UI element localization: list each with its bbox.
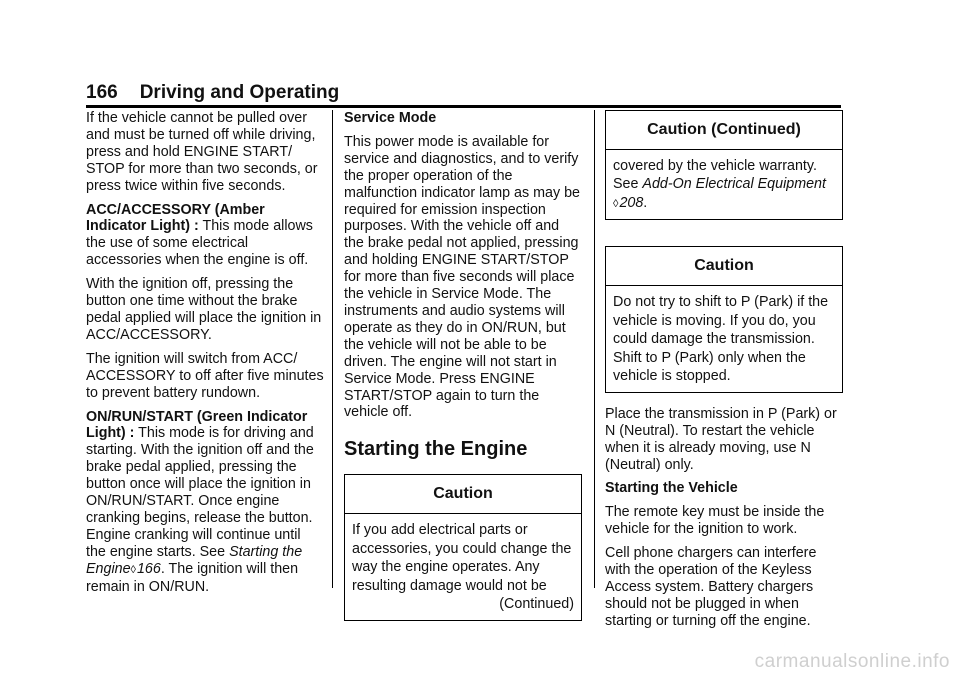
paragraph: The ignition will switch from ACC/ ACCESSORY to off after five minutes to prevent battery rundown. bbox=[86, 350, 324, 401]
caution-continued-text bbox=[613, 157, 835, 214]
run-mode-text: This mode is for driving and starting. With the ignition off and the brake pedal applied, pressing the button once will place the ignition in ON/RUN/START. Once engine cranking begins, release the button. Engine cranking will continue until the engine starts. See bbox=[86, 425, 314, 560]
column-1 bbox=[86, 110, 324, 602]
caution-continued-end: . bbox=[643, 194, 648, 211]
cross-reference-link[interactable]: Add-On Electrical Equipment bbox=[642, 176, 826, 193]
column-divider bbox=[594, 110, 595, 588]
paragraph: The remote key must be inside the vehicle for the ignition to work. bbox=[605, 504, 825, 538]
paragraph: If the vehicle cannot be pulled over and must be turned off while driving, press and hold ENGINE START/ STOP for more than two seconds, or press twice within five seconds. bbox=[86, 110, 318, 194]
cross-reference-link[interactable]: Starting the Engine bbox=[86, 543, 303, 577]
page-reference[interactable]: 166 bbox=[136, 560, 161, 577]
continued-label: (Continued) bbox=[499, 596, 574, 613]
caution-text: Do not try to shift to P (Park) if the vehicle is moving. If you do, you could damage the transmission. Shift to P (Park) only when the vehicle is stopped. bbox=[613, 294, 829, 385]
caution-continued-body bbox=[606, 150, 842, 220]
page-ref-arrow-icon: ◊ bbox=[130, 563, 136, 576]
section-title: Driving and Operating bbox=[139, 82, 340, 103]
service-mode-heading: Service Mode bbox=[344, 110, 437, 126]
caution-body bbox=[606, 286, 842, 392]
run-mode-term: ON/RUN/START (Green Indicator Light) : bbox=[86, 408, 308, 442]
page-ref-arrow-icon: ◊ bbox=[613, 197, 619, 210]
header-rule bbox=[86, 105, 841, 108]
column-divider bbox=[332, 110, 333, 588]
section-heading: Starting the Engine bbox=[344, 438, 528, 461]
paragraph: With the ignition off, pressing the button one time without the brake pedal applied will place the ignition in ACC/ACCESSORY. bbox=[86, 276, 322, 343]
page-header bbox=[86, 82, 339, 104]
paragraph: Cell phone chargers can interfere with the operation of the Keyless Access system. Battery chargers should not be plugged in when starting or turning off the engine. bbox=[605, 545, 817, 629]
caution-continued-words: covered by the vehicle warranty. See bbox=[613, 157, 817, 193]
page-reference[interactable]: 208 bbox=[619, 194, 644, 211]
run-mode-end: . The ignition will then remain in ON/RUN. bbox=[86, 560, 299, 595]
caution-body bbox=[345, 514, 581, 620]
starting-vehicle-heading: Starting the Vehicle bbox=[605, 480, 738, 497]
caution-box-2 bbox=[605, 246, 843, 392]
caution-continued-title: Caution (Continued) bbox=[606, 111, 842, 150]
page-number: 166 bbox=[86, 82, 118, 103]
caution-title: Caution bbox=[345, 475, 581, 514]
acc-mode-term: ACC/ACCESSORY (Amber Indicator Light) : bbox=[86, 201, 265, 235]
watermark: carmanualsonline.info bbox=[754, 651, 950, 672]
column-3 bbox=[605, 110, 843, 637]
acc-mode-text: This mode allows the use of some electrical accessories when the engine is off. bbox=[86, 218, 313, 269]
caution-title: Caution bbox=[606, 247, 842, 286]
acc-mode-paragraph bbox=[86, 202, 324, 270]
caution-box bbox=[344, 474, 582, 620]
caution-continued-box bbox=[605, 110, 843, 220]
paragraph: Place the transmission in P (Park) or N (Neutral). To restart the vehicle when it is already moving, use N (Neutral) only. bbox=[605, 405, 837, 473]
paragraph: This power mode is available for service and diagnostics, and to verify the proper operation of the malfunction indicator lamp as may be required for emission inspection purposes. With the vehicle off and the brake pedal not applied, pressing and holding ENGINE START/STOP for more than five seconds will place the vehicle in Service Mode. The instruments and audio systems will operate as they do in ON/RUN, but the vehicle will not be able to be driven. The engine will not start in Service Mode. Press ENGINE START/STOP again to turn the vehicle off. bbox=[344, 133, 581, 421]
caution-text: If you add electrical parts or accessories, you could change the way the engine operates. Any resulting damage would not be bbox=[352, 522, 572, 594]
run-mode-paragraph bbox=[86, 409, 324, 596]
column-2 bbox=[344, 110, 582, 621]
